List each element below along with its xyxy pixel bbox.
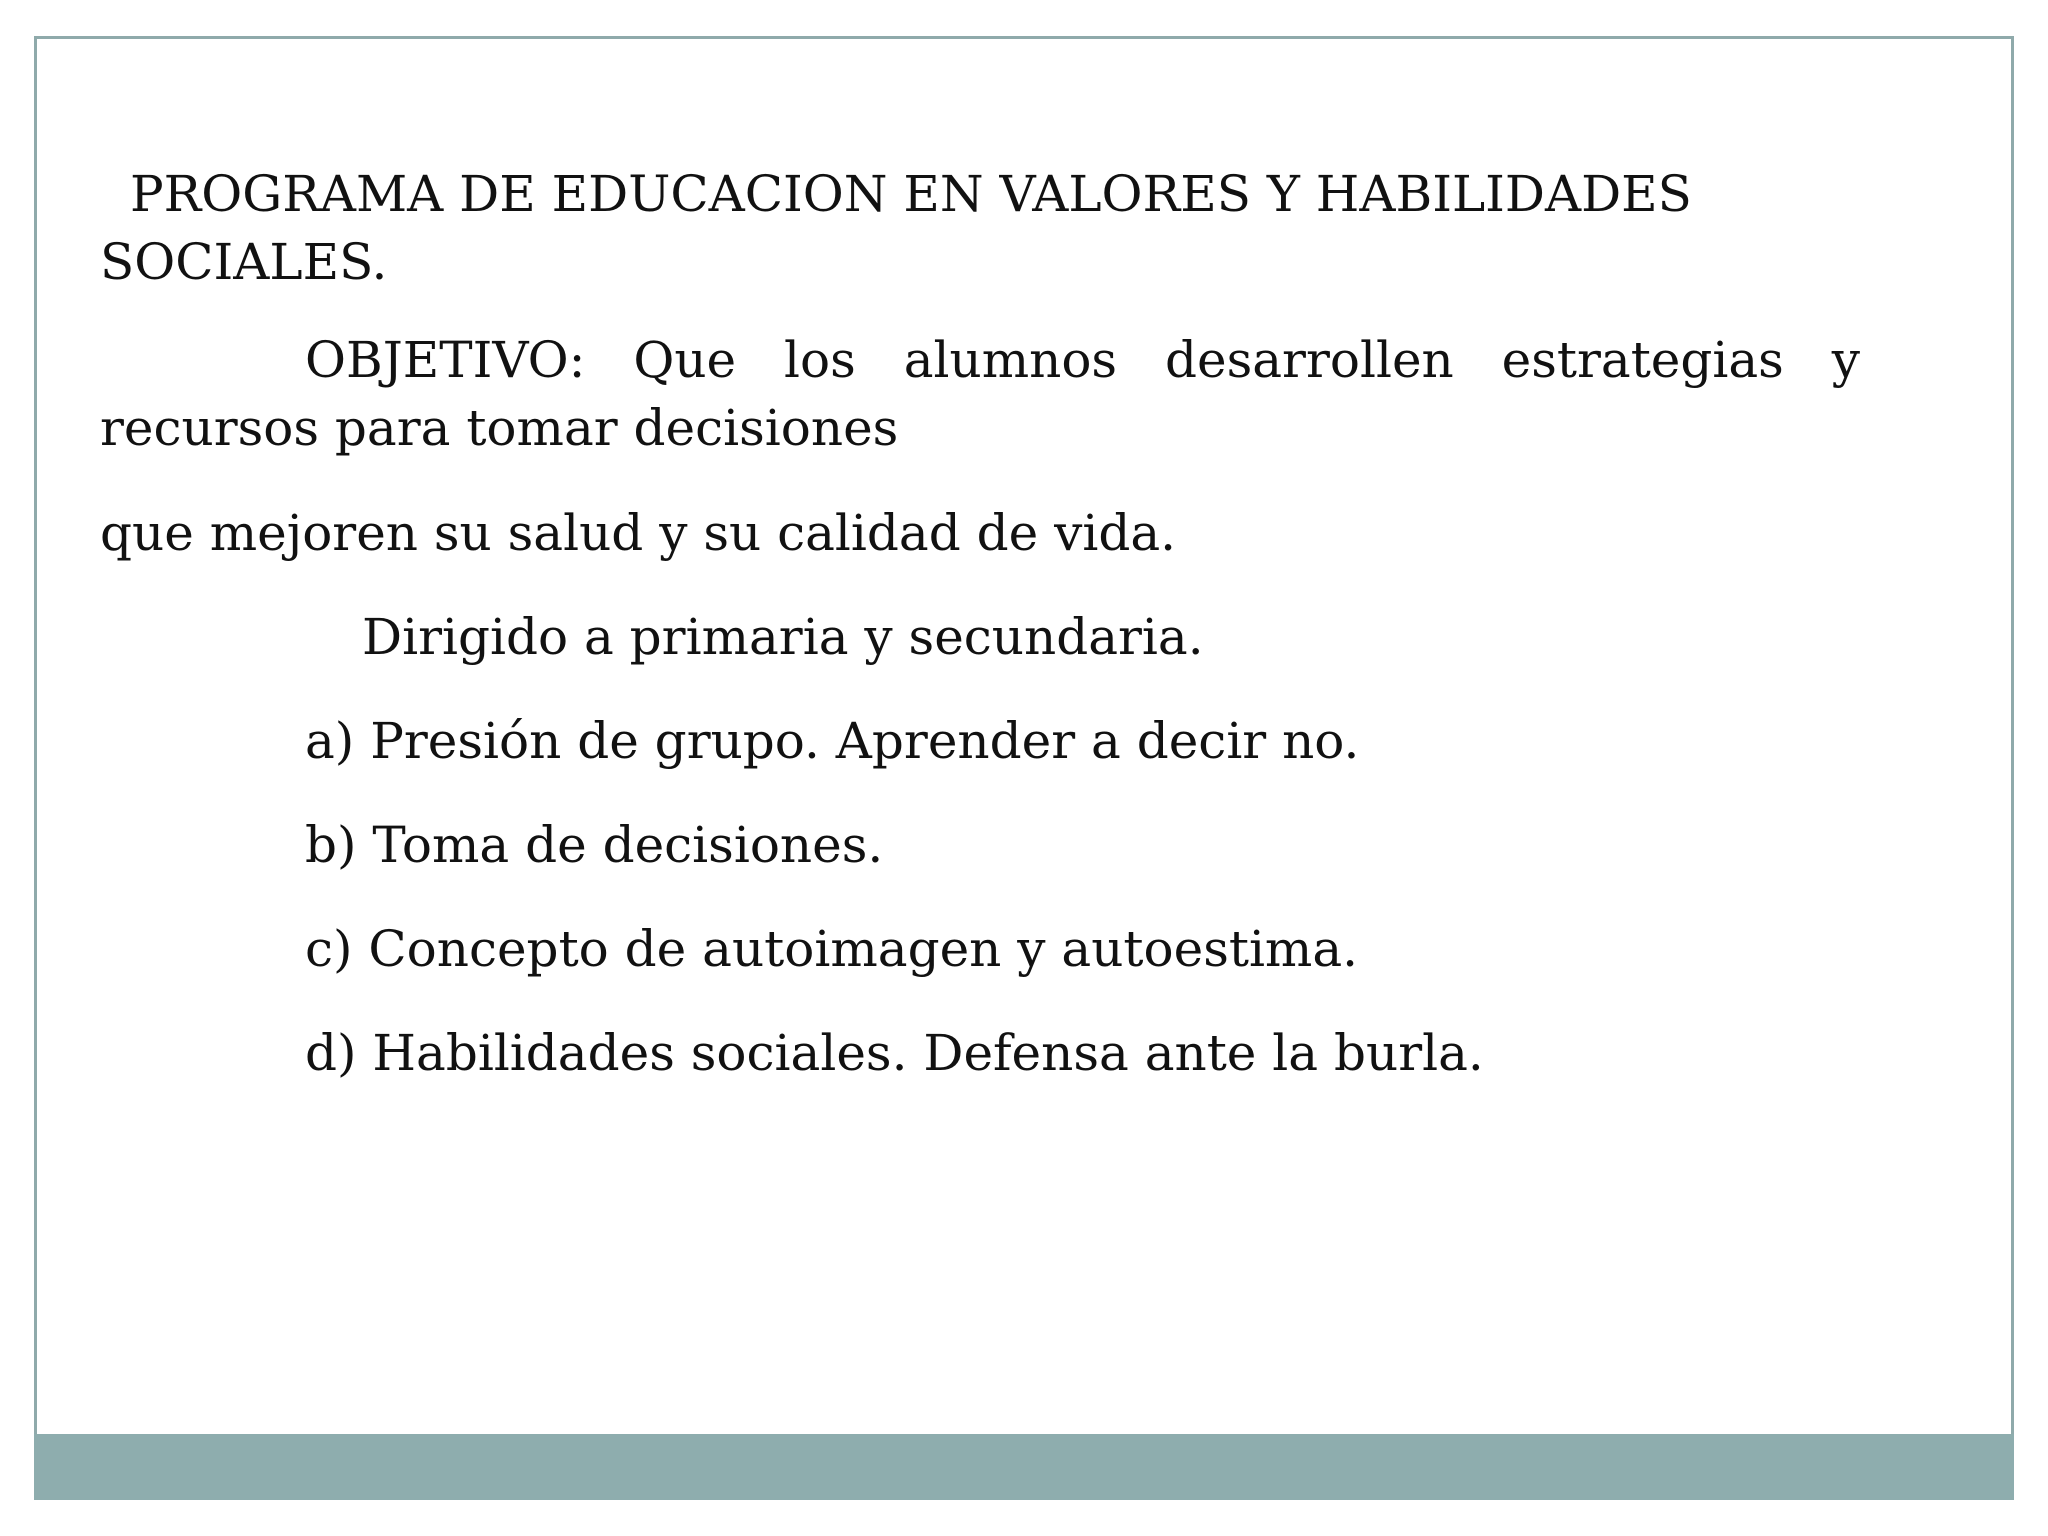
list-item: d) Habilidades sociales. Defensa ante la burla. [305, 1024, 1484, 1082]
list-item: c) Concepto de autoimagen y autoestima. [305, 920, 1359, 978]
footer-band [34, 1434, 2014, 1500]
list-item: a) Presión de grupo. Aprender a decir no. [305, 712, 1360, 770]
slide-title: PROGRAMA DE EDUCACION EN VALORES Y HABILIDADES SOCIALES. [100, 165, 1692, 291]
objective-text: OBJETIVO: Que los alumnos desarrollen estrategias y recursos para tomar decisiones [100, 331, 1860, 457]
target-audience: Dirigido a primaria y secundaria. [362, 608, 1204, 666]
list-item: b) Toma de decisiones. [305, 816, 884, 874]
slide-content [100, 160, 1860, 1088]
objective-continuation: que mejoren su salud y su calidad de vida. [100, 504, 1177, 562]
